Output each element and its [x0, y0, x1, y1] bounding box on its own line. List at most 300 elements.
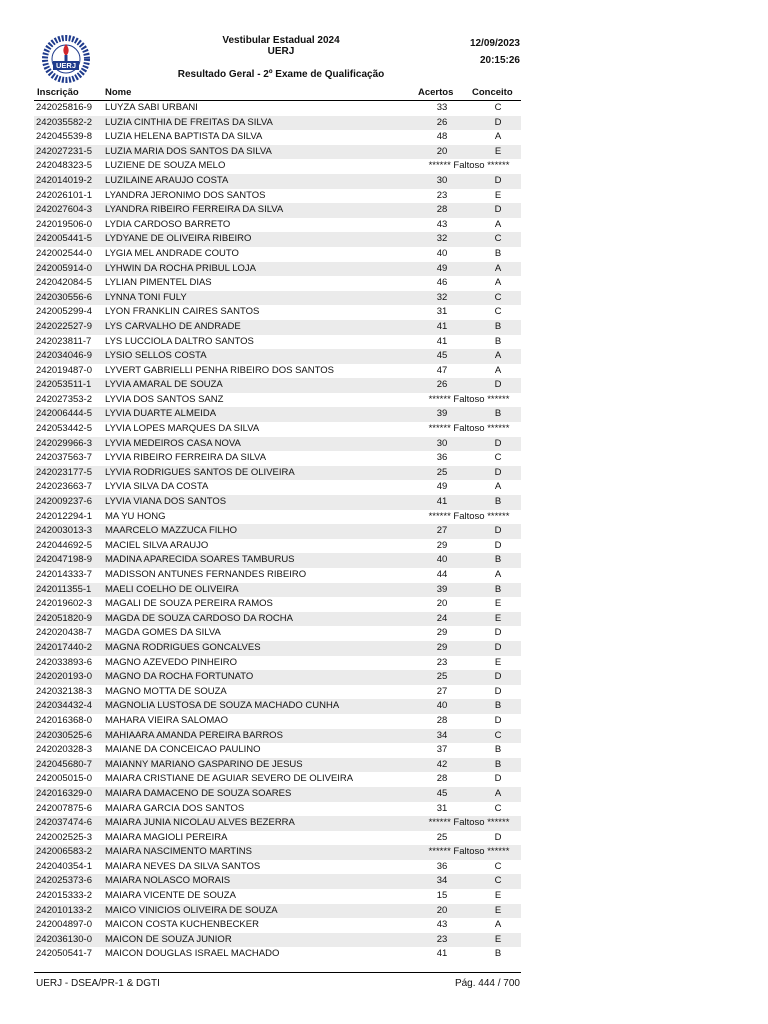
cell-acertos: 49	[436, 262, 448, 274]
cell-acertos: 30	[436, 437, 448, 449]
cell-conceito: D	[494, 437, 502, 449]
logo-text: UERJ	[55, 61, 77, 71]
cell-nome: LYANDRA RIBEIRO FERREIRA DA SILVA	[105, 204, 284, 216]
cell-inscricao: 242011355-1	[36, 583, 92, 595]
table-row	[34, 174, 521, 189]
cell-nome: LYVIA RIBEIRO FERREIRA DA SILVA	[105, 452, 267, 464]
cell-acertos: 40	[436, 700, 448, 712]
cell-inscricao: 242002525-3	[36, 831, 92, 843]
cell-inscricao: 242032138-3	[36, 685, 92, 697]
cell-conceito: E	[494, 904, 502, 916]
cell-nome: LUYZA SABI URBANI	[105, 102, 198, 113]
table-row	[34, 466, 521, 481]
table-row	[34, 743, 521, 758]
cell-nome: MAGNO DA ROCHA FORTUNATO	[105, 671, 254, 683]
cell-nome: MAGNO AZEVEDO PINHEIRO	[105, 656, 237, 668]
cell-acertos: 41	[436, 948, 448, 960]
report-date: 12/09/2023	[469, 38, 520, 49]
table-row	[34, 802, 521, 817]
cell-nome: LYVIA LOPES MARQUES DA SILVA	[105, 423, 260, 435]
cell-conceito: B	[494, 320, 502, 332]
cell-nome: MAICON COSTA KUCHENBECKER	[105, 919, 259, 931]
cell-faltoso: ****** Faltoso ******	[428, 393, 510, 405]
report-time: 20:15:26	[479, 55, 520, 66]
cell-conceito: D	[494, 714, 502, 726]
cell-nome: MAHARA VIEIRA SALOMAO	[105, 714, 229, 726]
cell-conceito: B	[494, 744, 502, 756]
cell-inscricao: 242023811-7	[36, 335, 92, 347]
page-number: Pág. 444 / 700	[454, 978, 520, 989]
cell-conceito: B	[494, 335, 502, 347]
cell-nome: MAIARA GARCIA DOS SANTOS	[105, 802, 245, 814]
cell-inscricao: 242044692-5	[36, 539, 92, 551]
table-row	[34, 451, 521, 466]
table-row	[34, 539, 521, 554]
table-row	[34, 407, 521, 422]
cell-conceito: B	[494, 758, 502, 770]
table-row	[34, 480, 521, 495]
cell-acertos: 39	[436, 583, 448, 595]
cell-inscricao: 242029966-3	[36, 437, 92, 449]
cell-conceito: C	[494, 729, 502, 741]
table-row	[34, 816, 521, 831]
exam-title: Vestibular Estadual 2024	[222, 35, 340, 46]
cell-inscricao: 242016368-0	[36, 714, 92, 726]
cell-inscricao: 242020193-0	[36, 671, 92, 683]
cell-acertos: 40	[436, 247, 448, 259]
cell-conceito: D	[494, 641, 502, 653]
table-row	[34, 845, 521, 860]
cell-inscricao: 242037474-6	[36, 817, 92, 829]
column-header-conceito: Conceito	[472, 87, 513, 98]
table-row	[34, 568, 521, 583]
cell-nome: LYNNA TONI FULY	[105, 291, 187, 303]
cell-nome: LYVIA MEDEIROS CASA NOVA	[105, 437, 241, 449]
table-row	[34, 203, 521, 218]
cell-conceito: B	[494, 700, 502, 712]
cell-nome: LYVIA VIANA DOS SANTOS	[105, 496, 227, 508]
table-row	[34, 904, 521, 919]
cell-inscricao: 242006583-2	[36, 846, 92, 858]
cell-conceito: A	[494, 787, 502, 799]
table-row	[34, 422, 521, 437]
cell-inscricao: 242020328-3	[36, 744, 92, 756]
cell-acertos: 25	[436, 466, 448, 478]
table-row	[34, 597, 521, 612]
cell-nome: MADISSON ANTUNES FERNANDES RIBEIRO	[105, 569, 307, 580]
cell-inscricao: 242025373-6	[36, 875, 92, 887]
cell-acertos: 30	[436, 174, 448, 186]
table-row	[34, 524, 521, 539]
cell-faltoso: ****** Faltoso ******	[428, 160, 510, 172]
cell-nome: LYGIA MEL ANDRADE COUTO	[105, 247, 239, 259]
cell-inscricao: 242004897-0	[36, 919, 92, 931]
cell-nome: MAGNA RODRIGUES GONCALVES	[105, 641, 261, 653]
table-row	[34, 874, 521, 889]
cell-conceito: A	[494, 350, 502, 362]
cell-faltoso: ****** Faltoso ******	[428, 423, 510, 435]
cell-conceito: D	[494, 627, 502, 639]
column-header-nome: Nome	[105, 87, 132, 98]
cell-inscricao: 242030525-6	[36, 729, 92, 741]
table-row	[34, 232, 521, 247]
cell-nome: LYDIA CARDOSO BARRETO	[105, 218, 231, 230]
cell-acertos: 23	[436, 656, 448, 668]
table-row	[34, 218, 521, 233]
cell-inscricao: 242015333-2	[36, 890, 92, 902]
cell-acertos: 26	[436, 379, 448, 391]
cell-acertos: 36	[436, 452, 448, 464]
cell-inscricao: 242003013-3	[36, 525, 92, 537]
cell-inscricao: 242053511-1	[36, 379, 92, 391]
cell-nome: LYS CARVALHO DE ANDRADE	[105, 320, 241, 332]
cell-inscricao: 242027604-3	[36, 204, 92, 216]
cell-inscricao: 242023177-5	[36, 466, 92, 478]
table-row	[34, 772, 521, 787]
cell-inscricao: 242014019-2	[36, 174, 92, 186]
cell-conceito: A	[494, 262, 502, 274]
cell-nome: LYVERT GABRIELLI PENHA RIBEIRO DOS SANTOS	[105, 364, 334, 376]
cell-acertos: 28	[436, 204, 448, 216]
cell-acertos: 44	[436, 569, 448, 580]
cell-conceito: B	[494, 583, 502, 595]
table-row	[34, 291, 521, 306]
cell-conceito: C	[494, 291, 502, 303]
cell-acertos: 43	[436, 218, 448, 230]
cell-nome: LYVIA DUARTE ALMEIDA	[105, 408, 217, 420]
table-row	[34, 305, 521, 320]
cell-acertos: 33	[436, 102, 448, 113]
result-subtitle: Resultado Geral - 2º Exame de Qualificação	[177, 69, 385, 80]
cell-nome: MAIARA JUNIA NICOLAU ALVES BEZERRA	[105, 817, 295, 829]
cell-acertos: 29	[436, 641, 448, 653]
cell-acertos: 32	[436, 233, 448, 245]
cell-acertos: 28	[436, 714, 448, 726]
cell-conceito: D	[494, 379, 502, 391]
cell-nome: LYON FRANKLIN CAIRES SANTOS	[105, 306, 260, 318]
cell-nome: MAIARA NEVES DA SILVA SANTOS	[105, 860, 261, 872]
table-row	[34, 626, 521, 641]
table-row	[34, 378, 521, 393]
cell-inscricao: 242026101-1	[36, 189, 92, 201]
cell-conceito: B	[494, 948, 502, 960]
table-row	[34, 130, 521, 145]
cell-nome: MAIANE DA CONCEICAO PAULINO	[105, 744, 261, 756]
cell-conceito: C	[494, 860, 502, 872]
cell-acertos: 36	[436, 860, 448, 872]
cell-acertos: 37	[436, 744, 448, 756]
cell-inscricao: 242006444-5	[36, 408, 92, 420]
cell-conceito: E	[494, 189, 502, 201]
table-row	[34, 933, 521, 948]
cell-inscricao: 242035582-2	[36, 116, 92, 128]
cell-nome: MADINA APARECIDA SOARES TAMBURUS	[105, 554, 295, 566]
cell-nome: LUZIENE DE SOUZA MELO	[105, 160, 226, 172]
cell-conceito: B	[494, 408, 502, 420]
cell-nome: LYSIO SELLOS COSTA	[105, 350, 207, 362]
cell-nome: LUZIA MARIA DOS SANTOS DA SILVA	[105, 145, 272, 157]
footer-org: UERJ - DSEA/PR-1 & DGTI	[36, 978, 160, 989]
cell-conceito: D	[494, 525, 502, 537]
cell-conceito: A	[494, 218, 502, 230]
cell-inscricao: 242010133-2	[36, 904, 92, 916]
table-row	[34, 583, 521, 598]
cell-acertos: 42	[436, 758, 448, 770]
cell-inscricao: 242030556-6	[36, 291, 92, 303]
cell-conceito: A	[494, 569, 502, 580]
table-row	[34, 320, 521, 335]
cell-acertos: 46	[436, 277, 448, 289]
cell-nome: MAGNO MOTTA DE SOUZA	[105, 685, 227, 697]
cell-acertos: 27	[436, 525, 448, 537]
cell-conceito: E	[494, 612, 502, 624]
table-row	[34, 947, 521, 962]
cell-conceito: D	[494, 685, 502, 697]
cell-nome: MAHIAARA AMANDA PEREIRA BARROS	[105, 729, 283, 741]
cell-inscricao: 242019506-0	[36, 218, 92, 230]
cell-nome: MAICO VINICIOS OLIVEIRA DE SOUZA	[105, 904, 278, 916]
cell-acertos: 40	[436, 554, 448, 566]
cell-acertos: 28	[436, 773, 448, 785]
cell-acertos: 25	[436, 671, 448, 683]
table-row	[34, 189, 521, 204]
table-row	[34, 335, 521, 350]
table-row	[34, 349, 521, 364]
table-row	[34, 553, 521, 568]
institution-name: UERJ	[267, 46, 295, 57]
cell-inscricao: 242034046-9	[36, 350, 92, 362]
cell-acertos: 23	[436, 189, 448, 201]
cell-acertos: 15	[436, 890, 448, 902]
cell-nome: MAARCELO MAZZUCA FILHO	[105, 525, 237, 537]
cell-acertos: 23	[436, 933, 448, 945]
table-row	[34, 787, 521, 802]
table-row	[34, 364, 521, 379]
table-row	[34, 918, 521, 933]
cell-inscricao: 242023663-7	[36, 481, 92, 493]
cell-inscricao: 242034432-4	[36, 700, 92, 712]
cell-nome: LYVIA SILVA DA COSTA	[105, 481, 209, 493]
footer-divider	[34, 972, 521, 973]
cell-inscricao: 242014333-7	[36, 569, 92, 580]
column-header-inscricao: Inscrição	[37, 87, 79, 98]
cell-inscricao: 242047198-9	[36, 554, 92, 566]
cell-faltoso: ****** Faltoso ******	[428, 510, 510, 522]
cell-acertos: 45	[436, 787, 448, 799]
table-row	[34, 889, 521, 904]
cell-inscricao: 242005299-4	[36, 306, 92, 318]
cell-nome: MA YU HONG	[105, 510, 166, 522]
cell-acertos: 32	[436, 291, 448, 303]
cell-nome: MAGALI DE SOUZA PEREIRA RAMOS	[105, 598, 273, 610]
cell-nome: MAIARA VICENTE DE SOUZA	[105, 890, 236, 902]
cell-nome: LUZILAINE ARAUJO COSTA	[105, 174, 229, 186]
cell-conceito: D	[494, 671, 502, 683]
cell-nome: LYHWIN DA ROCHA PRIBUL LOJA	[105, 262, 256, 274]
cell-inscricao: 242025816-9	[36, 102, 92, 113]
cell-conceito: D	[494, 539, 502, 551]
table-header	[34, 85, 521, 101]
cell-acertos: 48	[436, 131, 448, 143]
table-row	[34, 145, 521, 160]
table-row	[34, 159, 521, 174]
table-row	[34, 714, 521, 729]
cell-conceito: D	[494, 466, 502, 478]
cell-nome: MAIANNY MARIANO GASPARINO DE JESUS	[105, 758, 303, 770]
table-row	[34, 641, 521, 656]
cell-inscricao: 242020438-7	[36, 627, 92, 639]
cell-nome: MAELI COELHO DE OLIVEIRA	[105, 583, 239, 595]
cell-conceito: E	[494, 933, 502, 945]
cell-inscricao: 242042084-5	[36, 277, 92, 289]
cell-acertos: 20	[436, 598, 448, 610]
cell-inscricao: 242017440-2	[36, 641, 92, 653]
cell-inscricao: 242019602-3	[36, 598, 92, 610]
cell-acertos: 29	[436, 627, 448, 639]
cell-conceito: A	[494, 481, 502, 493]
cell-inscricao: 242005441-5	[36, 233, 92, 245]
cell-nome: MAIARA CRISTIANE DE AGUIAR SEVERO DE OLIVEIRA	[105, 773, 354, 785]
cell-conceito: C	[494, 875, 502, 887]
table-body	[34, 101, 521, 962]
table-row	[34, 699, 521, 714]
column-header-acertos: Acertos	[418, 87, 454, 98]
cell-conceito: C	[494, 452, 502, 464]
cell-nome: LYLIAN PIMENTEL DIAS	[105, 277, 212, 289]
table-row	[34, 247, 521, 262]
cell-acertos: 49	[436, 481, 448, 493]
cell-nome: MAIARA NOLASCO MORAIS	[105, 875, 231, 887]
cell-conceito: C	[494, 233, 502, 245]
cell-acertos: 47	[436, 364, 448, 376]
table-row	[34, 437, 521, 452]
cell-nome: MACIEL SILVA ARAUJO	[105, 539, 209, 551]
cell-nome: MAICON DOUGLAS ISRAEL MACHADO	[105, 948, 280, 960]
table-row	[34, 656, 521, 671]
table-row	[34, 276, 521, 291]
cell-acertos: 24	[436, 612, 448, 624]
cell-conceito: D	[494, 116, 502, 128]
cell-conceito: A	[494, 364, 502, 376]
cell-inscricao: 242045539-8	[36, 131, 92, 143]
cell-acertos: 20	[436, 904, 448, 916]
cell-faltoso: ****** Faltoso ******	[428, 846, 510, 858]
table-row	[34, 495, 521, 510]
cell-nome: MAIARA DAMACENO DE SOUZA SOARES	[105, 787, 292, 799]
cell-nome: LYS LUCCIOLA DALTRO SANTOS	[105, 335, 254, 347]
cell-nome: MAGDA GOMES DA SILVA	[105, 627, 221, 639]
cell-conceito: D	[494, 204, 502, 216]
cell-acertos: 43	[436, 919, 448, 931]
cell-inscricao: 242037563-7	[36, 452, 92, 464]
table-row	[34, 262, 521, 277]
cell-nome: LUZIA CINTHIA DE FREITAS DA SILVA	[105, 116, 273, 128]
cell-nome: MAICON DE SOUZA JUNIOR	[105, 933, 232, 945]
table-row	[34, 729, 521, 744]
cell-inscricao: 242027231-5	[36, 145, 92, 157]
cell-conceito: A	[494, 277, 502, 289]
cell-inscricao: 242050541-7	[36, 948, 92, 960]
table-row	[34, 612, 521, 627]
cell-acertos: 31	[436, 306, 448, 318]
cell-inscricao: 242005015-0	[36, 773, 92, 785]
cell-nome: LUZIA HELENA BAPTISTA DA SILVA	[105, 131, 263, 143]
cell-inscricao: 242009237-6	[36, 496, 92, 508]
cell-inscricao: 242016329-0	[36, 787, 92, 799]
cell-conceito: C	[494, 306, 502, 318]
cell-acertos: 41	[436, 320, 448, 332]
cell-acertos: 39	[436, 408, 448, 420]
uerj-logo	[36, 34, 96, 84]
table-row	[34, 758, 521, 773]
cell-conceito: B	[494, 496, 502, 508]
cell-nome: LYVIA RODRIGUES SANTOS DE OLIVEIRA	[105, 466, 295, 478]
cell-conceito: E	[494, 890, 502, 902]
cell-inscricao: 242051820-9	[36, 612, 92, 624]
cell-inscricao: 242048323-5	[36, 160, 92, 172]
table-row	[34, 101, 521, 116]
cell-conceito: C	[494, 102, 502, 113]
cell-acertos: 25	[436, 831, 448, 843]
cell-nome: LYDYANE DE OLIVEIRA RIBEIRO	[105, 233, 252, 245]
cell-acertos: 34	[436, 875, 448, 887]
cell-conceito: B	[494, 554, 502, 566]
cell-nome: LYVIA DOS SANTOS SANZ	[105, 393, 224, 405]
cell-inscricao: 242036130-0	[36, 933, 92, 945]
cell-inscricao: 242033893-6	[36, 656, 92, 668]
cell-conceito: D	[494, 174, 502, 186]
cell-nome: MAIARA NASCIMENTO MARTINS	[105, 846, 252, 858]
cell-conceito: A	[494, 919, 502, 931]
cell-acertos: 45	[436, 350, 448, 362]
cell-nome: MAGNOLIA LUSTOSA DE SOUZA MACHADO CUNHA	[105, 700, 340, 712]
cell-acertos: 31	[436, 802, 448, 814]
cell-acertos: 29	[436, 539, 448, 551]
cell-conceito: A	[494, 131, 502, 143]
table-row	[34, 685, 521, 700]
cell-inscricao: 242019487-0	[36, 364, 92, 376]
cell-acertos: 34	[436, 729, 448, 741]
cell-nome: LYVIA AMARAL DE SOUZA	[105, 379, 223, 391]
cell-nome: LYANDRA JERONIMO DOS SANTOS	[105, 189, 266, 201]
cell-conceito: E	[494, 656, 502, 668]
cell-acertos: 41	[436, 335, 448, 347]
cell-inscricao: 242027353-2	[36, 393, 92, 405]
table-row	[34, 831, 521, 846]
cell-conceito: C	[494, 802, 502, 814]
cell-acertos: 27	[436, 685, 448, 697]
cell-inscricao: 242007875-6	[36, 802, 92, 814]
cell-nome: MAIARA MAGIOLI PEREIRA	[105, 831, 228, 843]
cell-conceito: E	[494, 598, 502, 610]
cell-inscricao: 242002544-0	[36, 247, 92, 259]
cell-inscricao: 242005914-0	[36, 262, 92, 274]
cell-nome: MAGDA DE SOUZA CARDOSO DA ROCHA	[105, 612, 293, 624]
table-row	[34, 393, 521, 408]
cell-acertos: 26	[436, 116, 448, 128]
cell-inscricao: 242045680-7	[36, 758, 92, 770]
cell-conceito: D	[494, 773, 502, 785]
cell-inscricao: 242022527-9	[36, 320, 92, 332]
cell-acertos: 20	[436, 145, 448, 157]
cell-conceito: E	[494, 145, 502, 157]
cell-conceito: D	[494, 831, 502, 843]
table-row	[34, 670, 521, 685]
cell-faltoso: ****** Faltoso ******	[428, 817, 510, 829]
results-table	[34, 85, 521, 962]
cell-inscricao: 242012294-1	[36, 510, 92, 522]
table-row	[34, 510, 521, 525]
